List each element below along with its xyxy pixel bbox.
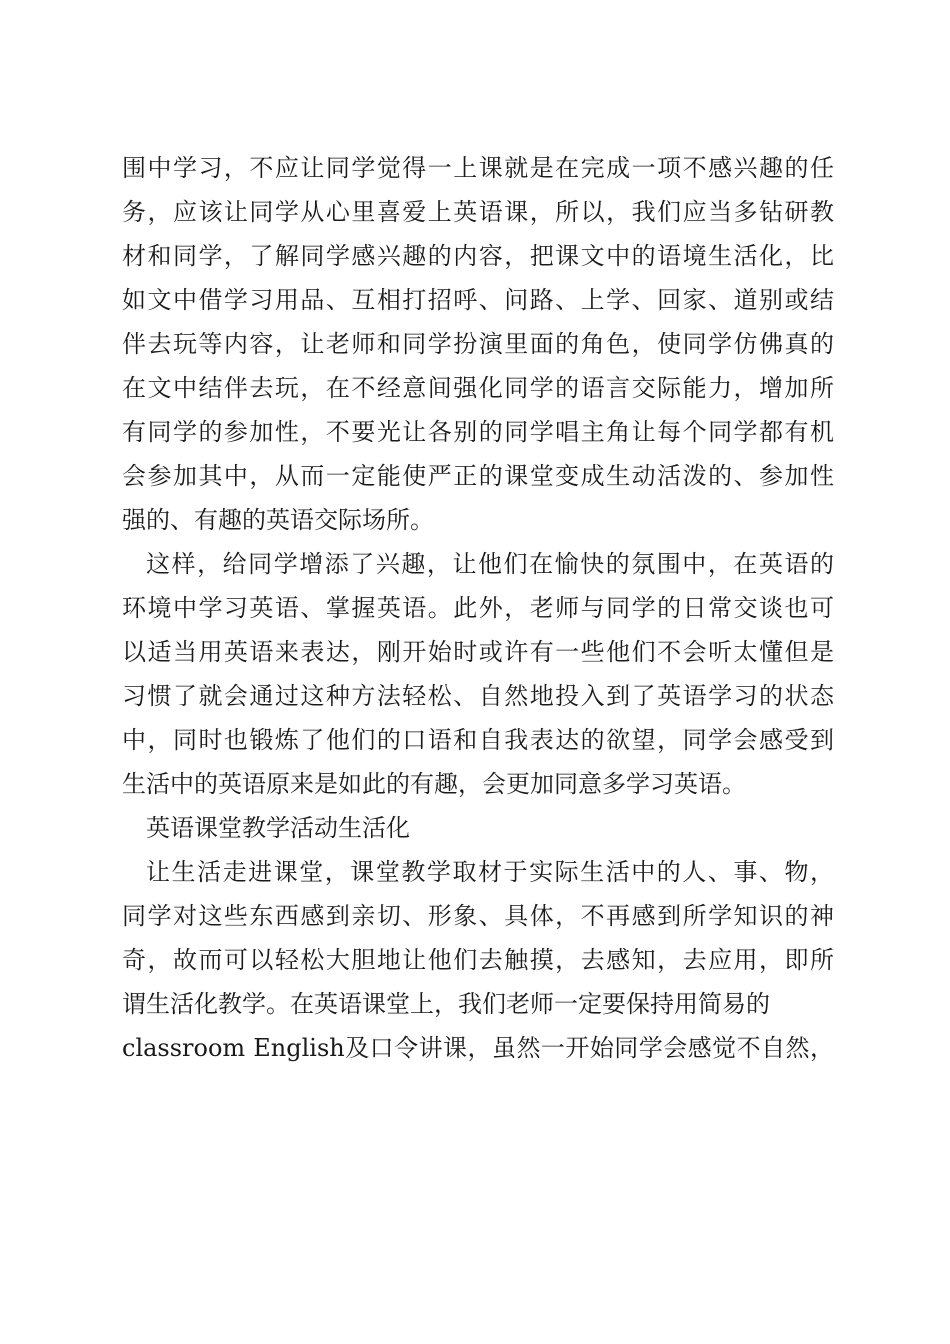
section-heading: 英语课堂教学活动生活化 xyxy=(146,814,410,842)
text-line: classroom English及口令讲课，虽然一开始同学会感觉不自然， xyxy=(122,1034,834,1062)
text-line: 伴去玩等内容，让老师和同学扮演里面的角色，使同学仿佛真的 xyxy=(122,330,834,358)
text-line: 生活中的英语原来是如此的有趣，会更加同意多学习英语。 xyxy=(122,770,746,798)
text-line: 有同学的参加性，不要光让各别的同学唱主角让每个同学都有机 xyxy=(122,418,834,446)
text-line: 奇，故而可以轻松大胆地让他们去触摸，去感知，去应用，即所 xyxy=(122,946,834,974)
text-line: 如文中借学习用品、互相打招呼、问路、上学、回家、道别或结 xyxy=(122,286,834,314)
text-line: 环境中学习英语、掌握英语。此外，老师与同学的日常交谈也可 xyxy=(122,594,834,622)
text-line: 习惯了就会通过这种方法轻松、自然地投入到了英语学习的状态 xyxy=(122,682,834,710)
text-line: 同学对这些东西感到亲切、形象、具体，不再感到所学知识的神 xyxy=(122,902,834,930)
paragraph-first-line: 让生活走进课堂，课堂教学取材于实际生活中的人、事、物， xyxy=(146,858,834,886)
text-line: 围中学习，不应让同学觉得一上课就是在完成一项不感兴趣的任 xyxy=(122,154,834,182)
text-line: 在文中结伴去玩，在不经意间强化同学的语言交际能力，增加所 xyxy=(122,374,834,402)
text-line: 强的、有趣的英语交际场所。 xyxy=(122,506,434,534)
text-line: 中，同时也锻炼了他们的口语和自我表达的欲望，同学会感受到 xyxy=(122,726,834,754)
paragraph-first-line: 这样，给同学增添了兴趣，让他们在愉快的氛围中，在英语的 xyxy=(146,550,834,578)
text-line: 会参加其中，从而一定能使严正的课堂变成生动活泼的、参加性 xyxy=(122,462,834,490)
text-line: 以适当用英语来表达，刚开始时或许有一些他们不会听太懂但是 xyxy=(122,638,834,666)
text-line: 材和同学，了解同学感兴趣的内容，把课文中的语境生活化，比 xyxy=(122,242,834,270)
text-line: 谓生活化教学。在英语课堂上，我们老师一定要保持用简易的 xyxy=(122,990,770,1018)
body-text xyxy=(122,146,834,1070)
text-line: 务，应该让同学从心里喜爱上英语课，所以，我们应当多钻研教 xyxy=(122,198,834,226)
